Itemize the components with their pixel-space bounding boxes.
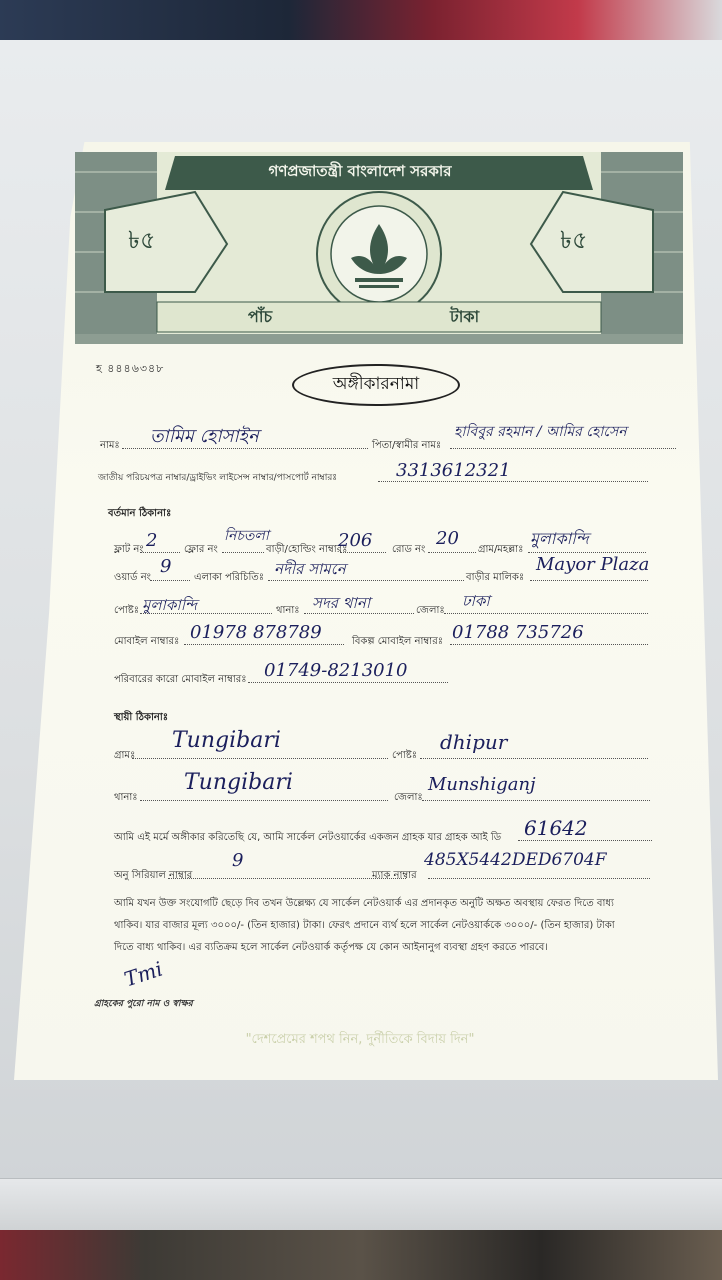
mac-line: [428, 878, 650, 879]
owner-label: বাড়ীর মালিকঃ: [466, 572, 525, 583]
nid-label: জাতীয় পরিচয়পত্র নাম্বার/ড্রাইভিং লাইসেন্স নাম্বার/পাসপোর্ট নাম্বারঃ: [98, 473, 338, 483]
nid-value: 3313612321: [396, 460, 511, 481]
perm-po-value: dhipur: [440, 730, 508, 754]
village-value: মুলাকান্দি: [530, 529, 589, 548]
thana-value: সদর থানা: [312, 594, 371, 612]
floor-line: [222, 552, 264, 553]
serial-line: [168, 878, 406, 879]
perm-po-line: [420, 758, 648, 759]
perm-po-label: পোষ্টঃ: [392, 750, 418, 761]
flat-label: ফ্লাট নং: [114, 544, 144, 555]
perm-village-line: [132, 758, 388, 759]
declaration-line: আমি এই মর্মে অঙ্গীকার করিতেছি যে, আমি সার্কেল নেটওয়ার্কের একজন গ্রাহক যার গ্রাহক আই ডি: [114, 832, 502, 843]
document-title-text: অঙ্গীকারনামা: [332, 374, 420, 394]
permanent-address-heading: স্থায়ী ঠিকানাঃ: [114, 712, 169, 723]
perm-district-value: Munshiganj: [428, 774, 536, 795]
ward-line: [150, 580, 190, 581]
house-line: [340, 552, 386, 553]
signature-label: গ্রাহকের পুরো নাম ও স্বাক্ষর: [94, 999, 193, 1009]
nid-line: [378, 481, 648, 482]
perm-village-label: গ্রামঃ: [114, 750, 136, 761]
table-edge: [0, 1178, 722, 1231]
perm-village-value: Tungibari: [172, 728, 281, 753]
stamp-government-title: গণপ্রজাতন্ত্রী বাংলাদেশ সরকার: [268, 162, 452, 180]
watermark-slogan: "দেশপ্রেমের শপথ নিন, দুর্নীতিকে বিদায় দিন": [245, 1032, 475, 1047]
stamp-value-left: ৳৫: [128, 226, 156, 254]
district-value: ঢাকা: [462, 592, 490, 610]
thana-label: থানাঃ: [276, 605, 300, 616]
perm-district-line: [422, 800, 650, 801]
flat-line: [140, 552, 180, 553]
floor-label: ফ্লোর নং: [184, 544, 218, 555]
po-value: মুলাকান্দি: [142, 596, 198, 614]
serial-value: 9: [232, 850, 244, 871]
mobile-line: [184, 644, 344, 645]
perm-district-label: জেলাঃ: [394, 792, 423, 803]
po-label: পোষ্টঃ: [114, 605, 140, 616]
road-label: রোড নং: [392, 544, 426, 555]
ward-label: ওয়ার্ড নং: [114, 572, 151, 583]
alt-mobile-value: 01788 735726: [452, 622, 584, 643]
terms-line: আমি যখন উক্ত সংযোগটি ছেড়ে দিব তখন উল্লেক্ষ্য যে সার্কেল নেটওয়ার্ক এর প্রদানকৃত অনুটি অক্ষত অবস্থায় ফেরত দিতে বাধ্য: [114, 898, 614, 909]
road-value: 20: [436, 528, 459, 549]
family-mobile-line: [248, 682, 448, 683]
present-address-heading: বর্তমান ঠিকানাঃ: [108, 508, 172, 519]
stamp-serial-number: হ ৪৪৪৬৩৪৮: [96, 362, 165, 375]
perm-thana-label: থানাঃ: [114, 792, 138, 803]
customer-id-line: [518, 840, 652, 841]
perm-thana-line: [140, 800, 388, 801]
customer-id-value: 61642: [524, 816, 588, 840]
mac-label: ম্যাক নাম্বার: [372, 870, 417, 881]
terms-line: থাকিব। যার বাজার মূল্য ৩০০০/- (তিন হাজার) টাকা। ফেরৎ প্রদানে ব্যর্থ হলে সার্কেল নেটওয়ার্ককে ৩০০০/- (তিন হাজার) টাকা: [114, 920, 615, 931]
flat-value: 2: [146, 530, 158, 551]
stamp-amount-word: পাঁচ: [248, 307, 273, 326]
family-mobile-value: 01749-8213010: [264, 660, 408, 681]
alt-mobile-label: বিকল্প মোবাইল নাম্বারঃ: [352, 636, 444, 647]
village-label: গ্রাম/মহল্লাঃ: [478, 544, 524, 555]
ward-value: 9: [160, 556, 172, 577]
owner-line: [530, 580, 648, 581]
road-line: [428, 552, 476, 553]
stamp-currency-word: টাকা: [450, 307, 480, 326]
serial-label: অনু সিরিয়াল নাম্বার: [114, 870, 193, 881]
terms-paragraph: [114, 893, 674, 959]
terms-line: দিতে বাধ্য থাকিব। এর ব্যতিক্রম হলে সার্কেল নেটওয়ার্ক কর্তৃপক্ষ যে কোন আইনানুগ ব্যবস্থা গ্রহণ করতে পারবে।: [114, 942, 548, 953]
stamp-value-right: ৳৫: [560, 226, 588, 254]
father-value: হাবিবুর রহমান / আমির হোসেন: [454, 424, 627, 440]
name-label: নামঃ: [100, 440, 120, 451]
house-value: 206: [338, 530, 373, 551]
mobile-value: 01978 878789: [190, 622, 322, 643]
area-label: এলাকা পরিচিতিঃ: [194, 572, 265, 583]
mobile-label: মোবাইল নাম্বারঃ: [114, 636, 180, 647]
district-label: জেলাঃ: [416, 605, 445, 616]
floor-value: নিচতলা: [224, 528, 269, 544]
perm-thana-value: Tungibari: [184, 770, 293, 795]
father-label: পিতা/স্বামীর নামঃ: [372, 440, 442, 451]
signature-mark: Tmi: [121, 956, 166, 992]
name-value: তামিম হোসাইন: [150, 426, 259, 447]
alt-mobile-line: [450, 644, 648, 645]
house-label: বাড়ী/হোল্ডিং নাম্বারঃ: [266, 544, 348, 555]
area-value: নদীর সামনে: [274, 560, 346, 578]
document-title: [292, 364, 460, 406]
floor-background: [0, 1230, 722, 1280]
father-line: [450, 448, 676, 449]
owner-value: Mayor Plaza: [536, 554, 650, 575]
mac-value: 485X5442DED6704F: [424, 850, 607, 870]
family-mobile-label: পরিবারের কারো মোবাইল নাম্বারঃ: [114, 674, 247, 685]
